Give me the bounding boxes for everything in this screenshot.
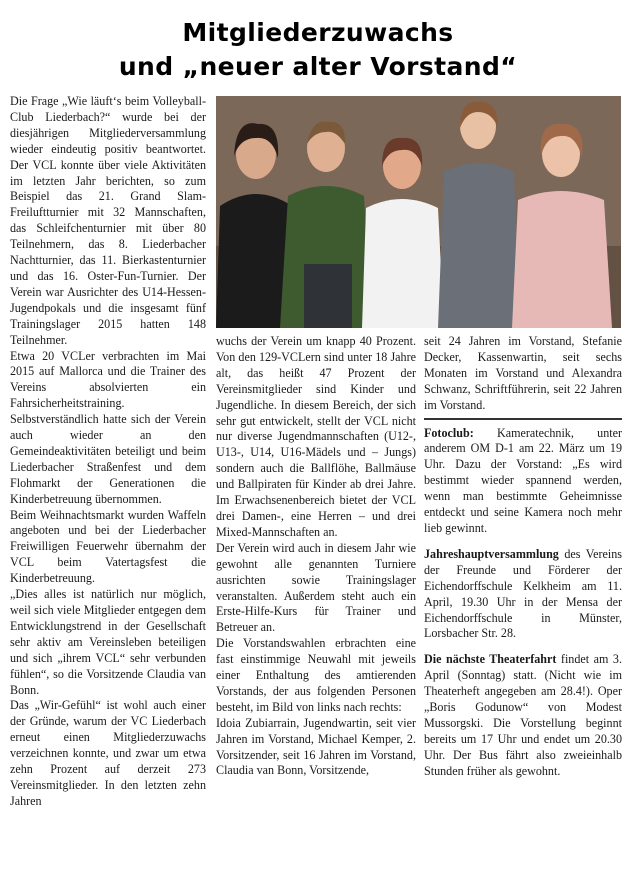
paragraph: „Dies alles ist natürlich nur möglich, weil sich viele Mitglieder entgegen dem Entwicklungstrend in der Gesellschaft sehr aktiv am Vereinsleben beteiligen und sich „ihrem VCL“ sehr verbunden fühlen“, so die Vorsitzende Claudia van Bonn. [10, 587, 206, 697]
paragraph: Das „Wir-Gefühl“ ist wohl auch einer der Gründe, warum der VC Liederbach erneut einen Mitgliederzuwachs verzeichnen konnte, und zwar um etwa zehn Prozent auf derzeit 273 Vereinsmitglieder. In den letzten zehn Jahren [10, 698, 206, 808]
notice-text: des Vereins der Freunde und Förderer der Eichendorffschule Kelkheim am 11. April, 19.30 Uhr in der Mensa der Eichendorffschule in Münster, Lorsbacher Str. 28. [424, 546, 622, 641]
spacer [424, 642, 622, 652]
notice-fotoclub [424, 426, 622, 537]
group-photo [216, 96, 621, 328]
headline-line-2: und „neuer alter Vorstand“ [118, 52, 518, 81]
paragraph: Etwa 20 VCLer verbrachten im Mai 2015 auf Mallorca und die Trainer des Vereins absolvierten ein Fahrsicherheitstraining. [10, 348, 206, 411]
paragraph: Der Verein wird auch in diesem Jahr wie gewohnt alle genannten Turniere ausrichten sowie Trainingslager veranstalten. Außerdem steht auch ein Erste-Hilfe-Kurs für Trainer und Betreuer an. [216, 540, 416, 635]
notice-text: findet am 3. April (Sonntag) statt. (Nicht wie im Theaterheft angegeben am 28.4!). Oper „Boris Godunow“ von Modest Mussorgski. Die Vorstellung beginnt bereits um 17 Uhr und endet um 20.30 Uhr. Der Bus fährt also zweieinhalb Stunden früher als gewohnt. [424, 652, 622, 778]
divider [424, 418, 622, 420]
notice-lead: Die nächste Theaterfahrt [424, 652, 557, 667]
article-column-2 [216, 334, 416, 779]
paragraph: Die Vorstandswahlen erbrachten eine fast einstimmige Neuwahl mit jeweils einer Enthaltung des amtierenden Vorstands, der aus folgenden Personen besteht, im Bild von links nach rechts: [216, 636, 416, 714]
article-column-1 [10, 94, 206, 810]
notice-lead: Jahreshauptversammlung [424, 546, 559, 561]
headline-line-1: Mitgliederzuwachs [182, 18, 454, 47]
headline [0, 16, 636, 84]
notice-theaterfahrt [424, 652, 622, 779]
group-photo-illustration [216, 96, 621, 328]
paragraph: seit 24 Jahren im Vorstand, Stefanie Decker, Kassenwartin, seit sechs Monaten im Vorstand und Alexandra Schwanz, Schriftführerin, seit 22 Jahren im Vorstand. [424, 334, 622, 412]
article-column-3 [424, 334, 622, 780]
spacer [424, 537, 622, 547]
notice-jahreshauptversammlung [424, 547, 622, 642]
paragraph: Beim Weihnachtsmarkt wurden Waffeln angeboten und bei der Liederbacher Freiwilligen Feuerwehr übernahm der VCL beim Vatertagsfest die Kinderbetreuung. [10, 507, 206, 586]
notice-text: Kameratechnik, unter anderem OM D-1 am 22. März um 19 Uhr. Dazu der Vorstand: „Es wird bestimmt wieder spannend werden, wenn man bestimmte Geheimnisse entdeckt und seine Kamera noch mehr lieb gewinnt. [424, 425, 622, 535]
paragraph: Die Frage „Wie läuft‘s beim Volleyball-Club Liederbach?“ wurde bei der diesjährigen Mitgliederversammlung wieder eindeutig positiv beantwortet. Der VCL konnte über viele Aktivitäten im letzten Jahr berichten, so zum Beispiel das 21. Grand Slam-Freiluftturnier mit 32 Mannschaften, das Schleifchenturnier mit über 80 Teilnehmern, das 8. Liederbacher Nachtturnier, das 11. Bierkastenturnier und das 16. Oster-Fun-Turnier. Der Verein war Ausrichter des U14-Hessen-Jugendpokals und die insgesamt fünf Trainingslager 2015 hatten 148 Teilnehmer. [10, 94, 206, 347]
paragraph: Idoia Zubiarrain, Jugendwartin, seit vier Jahren im Vorstand, Michael Kemper, 2. Vorsitzender, seit 16 Jahren im Vorstand, Claudia van Bonn, Vorsitzende, [216, 715, 416, 778]
paragraph: wuchs der Verein um knapp 40 Prozent. Von den 129-VCLern sind unter 18 Jahre alt, das heißt 47 Prozent der Vereinsmitglieder sind Kinder und Jugendliche. In diesem Bereich, der sich sehr gut entwickelt, stellt der VCL nicht nur diverse Jugendmannschaften (U12-, U13-, U14, U16-Mädels und – Jungs) sondern auch die Ballflöhe, Ballmäuse und Ballpiraten für Kinder ab drei Jahre. Im Erwachsenenbereich bietet der VCL drei Damen-, eine Herren – und drei Mixed-Mannschaften an. [216, 334, 416, 539]
paragraph: Selbstverständlich hatte sich der Verein auch wieder an den Gemeindeaktivitäten beteiligt und beim Liederbacher Straßenfest und dem Flohmarkt der Generationen die Kinderbetreuung übernommen. [10, 412, 206, 506]
notice-lead: Fotoclub: [424, 425, 474, 440]
